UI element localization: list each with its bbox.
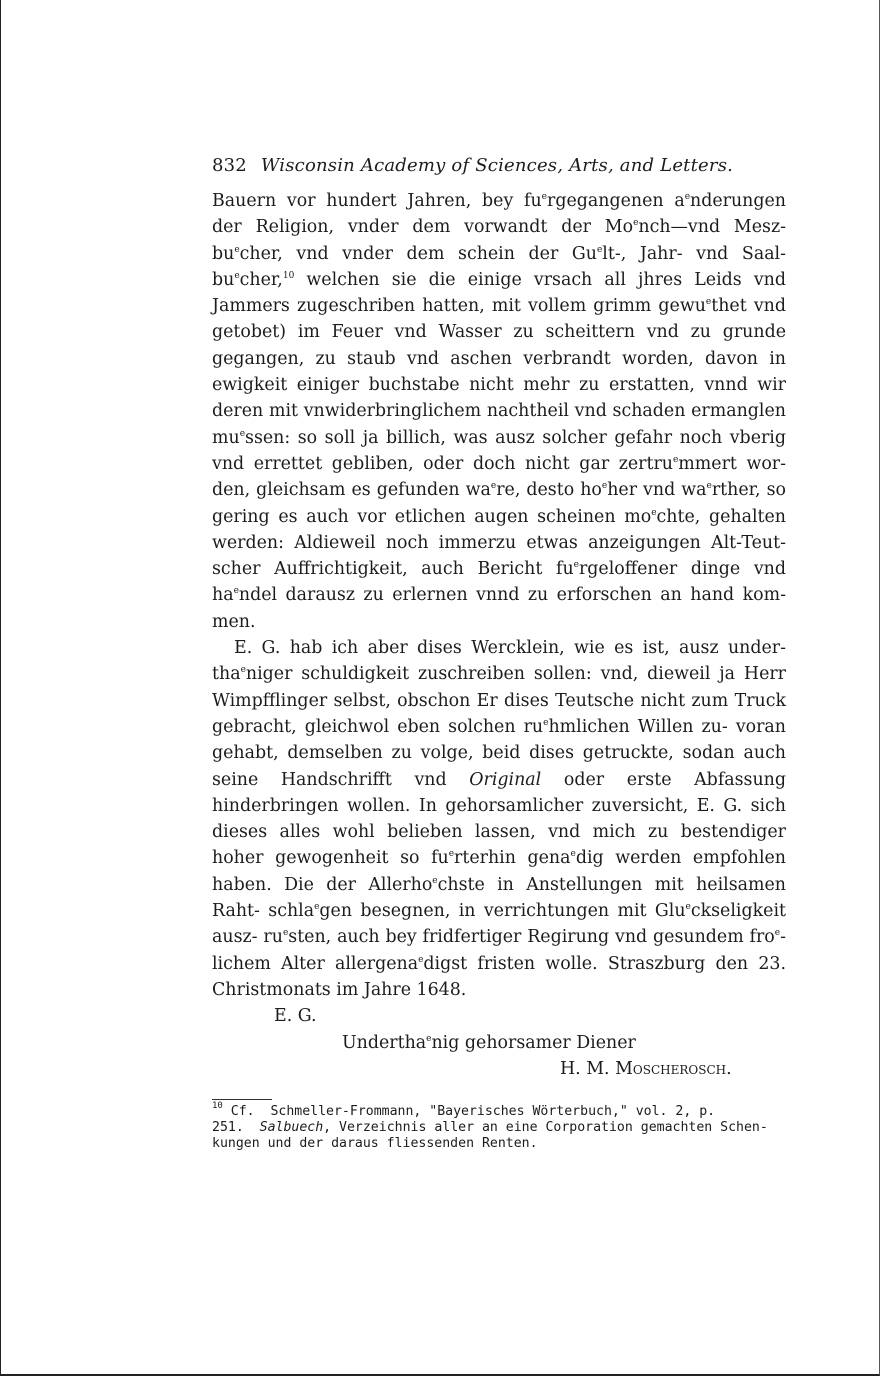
closing-diener: Undertha$^e$nig gehorsamer Diener <box>342 1032 636 1053</box>
paragraph: E. G. hab ich aber dises Wercklein, wie es ist, ausz under- tha$^e$niger schuldigkeit zuschreiben sollen: vnd, dieweil ja Herr Wimpfflinger selbst, obschon Er dises Teutsche nicht zum Truck gebracht, gleichwol eben solchen $ru^ehmlichen$ Willen zu- voran gehabt, demselben zu volge, beid dises getruckte, sodan auch seine Handschrifft vnd Original oder erste Abfassung hinderbringen wollen. In gehorsamlicher zuversicht, E. G. sich dieses alles wohl belieben lassen, vnd mich zu bestendiger hoher gewogenheit so $fu^erterhin$ gena$^e$dig werden empfohlen haben. Die der Allerho$^e$chste in Anstellungen mit heilsamen Raht- schla$^e$gen besegnen, in verrichtungen mit Glu$^e$ckseligkeit ausz- $ru^esten$, auch bey fridfertiger Regirung vnd gesundem fro$^e$- lichem Alter allergena$^e$digst fristen wolle. Straszburg den 23. Christmonats im Jahre 1648. <box>212 638 787 1000</box>
author-signature: H. M. Moscherosch. <box>560 1059 732 1080</box>
running-header <box>212 155 792 176</box>
salutation: E. G. <box>274 1006 317 1027</box>
footnote-rule <box>212 1099 272 1100</box>
paragraph: Bauern vor hundert Jahren, bey $fu^ergegangenen$ $a^enderungen$ der Religion, vnder dem vorwandt der Mo$^e$nch—vnd Mesz- $bu^echer$, vnd vnder dem schein der Gu$^e$lt-, Jahr- vnd Saal- $bu^echer,^{10}$ welchen sie die einige vrsach all jhres Leids vnd Jammers zugeschriben hatten, mit vollem grimm gewu$^e$thet vnd getobet) im Feuer vnd Wasser zu scheittern vnd zu grunde gegangen, zu staub vnd aschen verbrandt worden, davon in ewigkeit einiger buchstabe nicht mehr zu erstatten, vnnd wir deren mit vnwiderbringlichem nachtheil vnd schaden ermanglen $mu^essen$: so soll ja billich, was ausz solcher gefahr noch vberig vnd errettet gebliben, oder doch nicht gar zertru$^e$mmert wor- den, gleichsam es gefunden $wa^ere$, desto $ho^eher$ vnd $wa^erther$, so gering es auch vor etlichen augen scheinen $mo^echte$, gehalten werden: Aldieweil noch immerzu etwas anzeigungen Alt-Teut- scher Auffrichtigkeit, auch Bericht $fu^ergeloffener$ dinge vnd $ha^endel$ darausz zu erlernen vnnd zu erforschen an hand kom- men. <box>212 191 787 632</box>
page-number: 832 <box>212 155 247 176</box>
footnotes <box>212 1099 792 1152</box>
footnote-line-2: 251. Salbuech, Verzeichnis aller an eine Corporation gemachten Schen- <box>212 1119 768 1135</box>
footnote-line-1: $^{10}$ Cf. Schmeller-Frommann, "Bayerisches Wörterbuch," vol. 2, p. <box>212 1100 716 1119</box>
journal-title: Wisconsin Academy of Sciences, Arts, and Letters. <box>260 155 734 176</box>
page <box>212 155 792 1152</box>
footnote-line-3: kungen und der daraus fliessenden Renten. <box>212 1135 538 1151</box>
closing-block <box>212 1003 792 1083</box>
body-text <box>212 188 786 1003</box>
